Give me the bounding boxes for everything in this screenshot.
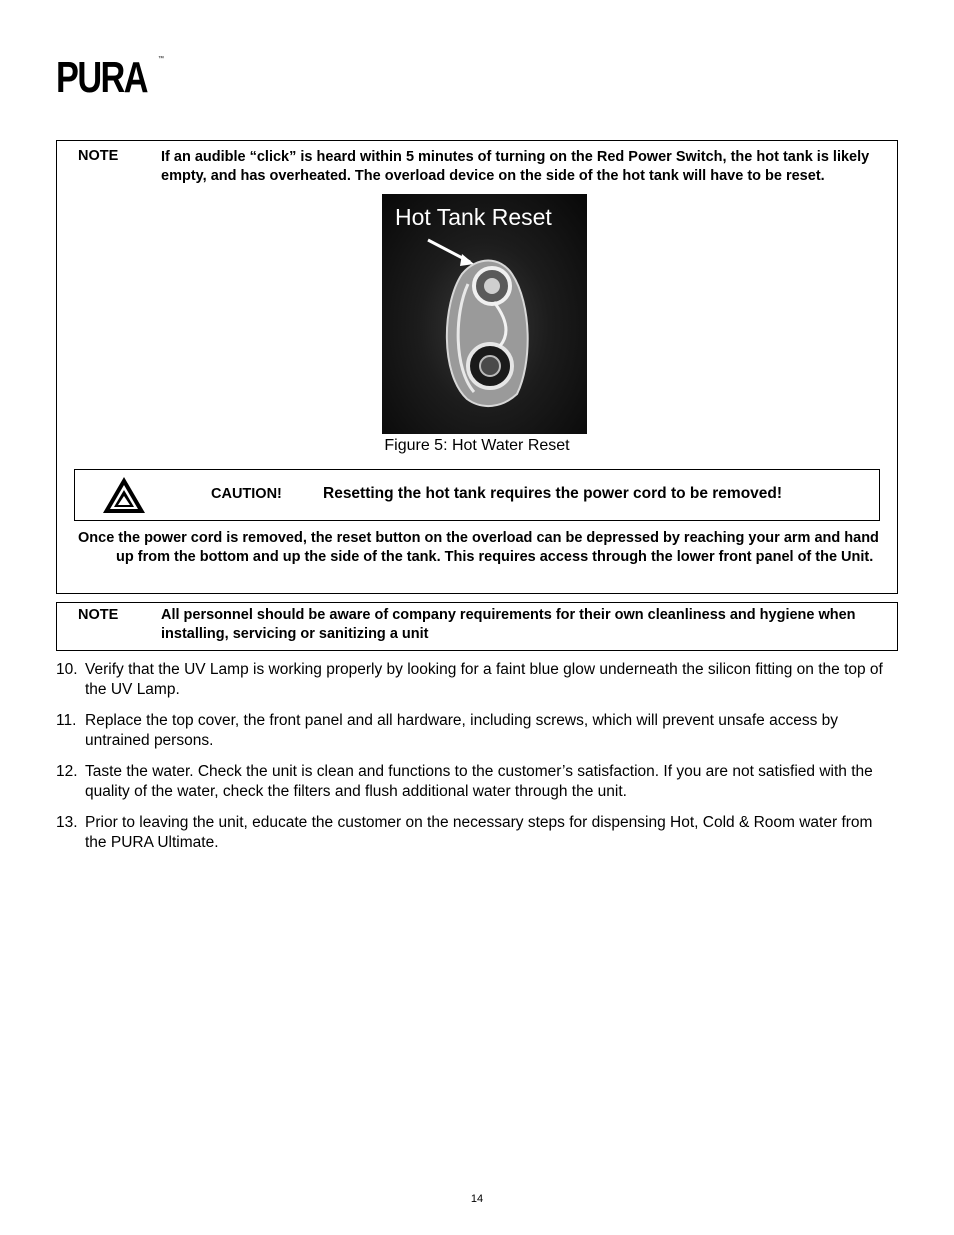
page-number: 14 bbox=[470, 1193, 484, 1205]
hot-tank-reset-photo bbox=[382, 194, 587, 434]
caution-text: Resetting the hot tank requires the power cord to be removed! bbox=[323, 485, 783, 502]
step-number: 10. bbox=[56, 661, 78, 678]
step-text: Prior to leaving the unit, educate the customer on the necessary steps for dispensing Hot, Cold & Room water from the PURA Ultimate. bbox=[85, 814, 873, 851]
note-label: NOTE bbox=[78, 607, 119, 623]
reset-instructions: Once the power cord is removed, the reset button on the overload can be depressed by reaching your arm and hand up from the bottom and up the side of the tank. This requires access through the lower front panel of the Unit. bbox=[78, 530, 879, 565]
list-item bbox=[56, 660, 898, 700]
step-number: 11. bbox=[56, 712, 77, 729]
step-number: 13. bbox=[56, 814, 78, 831]
photo-title: Hot Tank Reset bbox=[395, 204, 552, 230]
note-text: If an audible “click” is heard within 5 minutes of turning on the Red Power Switch, the hot tank is likely empty, and has overheated. The overload device on the side of the hot tank will have to be reset. bbox=[161, 149, 870, 184]
step-number: 12. bbox=[56, 763, 78, 780]
hygiene-note-box bbox=[56, 602, 898, 651]
step-text: Replace the top cover, the front panel and all hardware, including screws, which will prevent unsafe access by untrained persons. bbox=[85, 712, 839, 749]
note-text: All personnel should be aware of company requirements for their own cleanliness and hygiene when installing, servicing or sanitizing a unit bbox=[161, 607, 856, 642]
caution-box bbox=[74, 469, 880, 521]
procedure-steps bbox=[56, 660, 898, 864]
hot-tank-note-box bbox=[56, 140, 898, 594]
note-label: NOTE bbox=[78, 148, 119, 164]
step-text: Verify that the UV Lamp is working properly by looking for a faint blue glow underneath the silicon fitting on the top of the UV Lamp. bbox=[85, 661, 883, 698]
logo-wordmark: PURA bbox=[56, 53, 148, 102]
list-item bbox=[56, 813, 898, 853]
pura-logo bbox=[56, 53, 173, 102]
list-item bbox=[56, 711, 898, 751]
trademark-symbol: ™ bbox=[158, 56, 164, 62]
caution-label: CAUTION! bbox=[211, 486, 282, 502]
figure-caption: Figure 5: Hot Water Reset bbox=[384, 437, 570, 454]
list-item bbox=[56, 762, 898, 802]
step-text: Taste the water. Check the unit is clean and functions to the customer’s satisfaction. If you are not satisfied with the quality of the water, check the filters and flush additional water through the unit. bbox=[85, 763, 873, 800]
warning-triangle-icon bbox=[101, 475, 147, 520]
